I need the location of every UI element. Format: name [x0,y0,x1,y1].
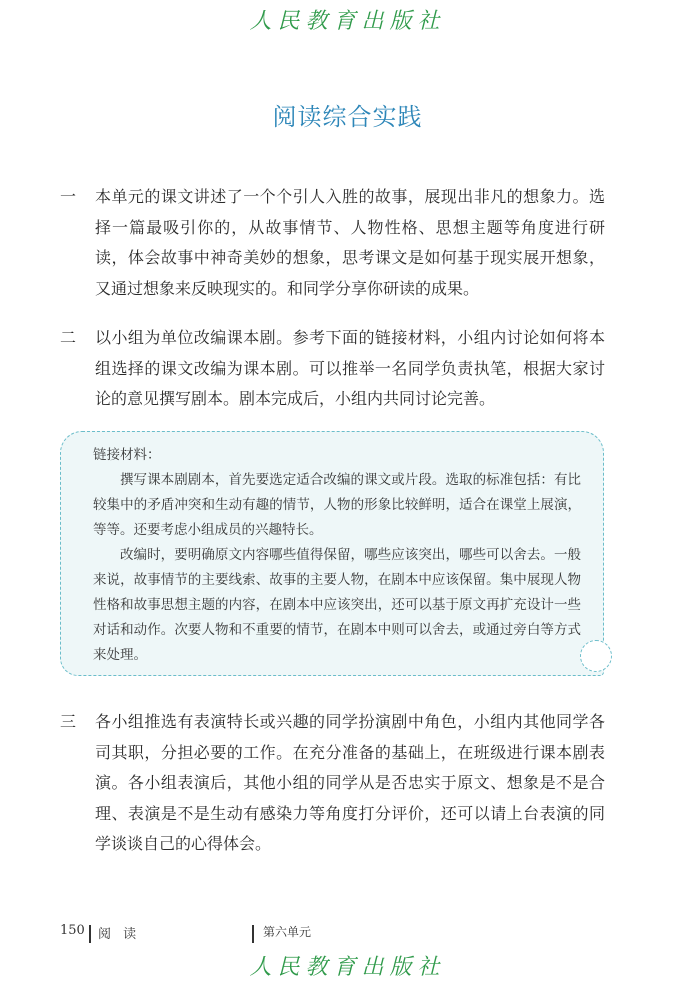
section-text: 本单元的课文讲述了一个个引人入胜的故事，展现出非凡的想象力。选择一篇最吸引你的，从故事情节、人物性格、思想主题等角度进行研读，体会故事中神奇美妙的想象，思考课文是如何基于现实展开想象，又通过想象来反映现实的。和同学分享你研读的成果。 [95,187,605,298]
publisher-logo-top: 人民教育出版社 [249,9,446,34]
footer-divider [89,925,91,943]
task-section-2 [60,323,620,415]
section-number: 三 [60,712,77,731]
link-material-content [93,443,581,668]
unit-name: 第六单元 [263,925,312,939]
section-number: 一 [60,187,77,206]
link-material-paragraph: 改编时，要明确原文内容哪些值得保留，哪些应该突出，哪些可以舍去。一般来说，故事情节的主要线索、故事的主要人物，在剧本中应该保留。集中展现人物性格和故事思想主题的内容，在剧本中应该突出，还可以基于原文再扩充设计一些对话和动作。次要人物和不重要的情节，在剧本中则可以舍去，或通过旁白等方式来处理。 [93,547,581,663]
page-title: 阅读综合实践 [272,103,423,131]
book-name: 阅 读 [98,927,141,942]
link-material-paragraph: 撰写课本剧剧本，首先要选定适合改编的课文或片段。选取的标准包括：有比较集中的矛盾冲突和生动有趣的情节，人物的形象比较鲜明，适合在课堂上展演，等等。还要考虑小组成员的兴趣特长。 [93,472,581,538]
section-text: 以小组为单位改编课本剧。参考下面的链接材料，小组内讨论如何将本组选择的课文改编为课本剧。可以推举一名同学负责执笔，根据大家讨论的意见撰写剧本。剧本完成后，小组内共同讨论完善。 [95,328,605,408]
footer-divider [252,925,254,943]
section-text: 各小组推选有表演特长或兴趣的同学扮演剧中角色，小组内其他同学各司其职，分担必要的工作。在充分准备的基础上，在班级进行课本剧表演。各小组表演后，其他小组的同学从是否忠实于原文、想象是不是合理、表演是不是生动有感染力等角度打分评价，还可以请上台表演的同学谈谈自己的心得体会。 [95,712,605,853]
task-section-1 [60,182,620,304]
section-number: 二 [60,328,77,347]
task-section-3 [60,707,620,860]
publisher-logo-bottom: 人民教育出版社 [249,955,446,980]
page-number: 150 [60,923,85,938]
link-material-label: 链接材料： [93,447,161,463]
box-corner-notch [580,640,612,672]
